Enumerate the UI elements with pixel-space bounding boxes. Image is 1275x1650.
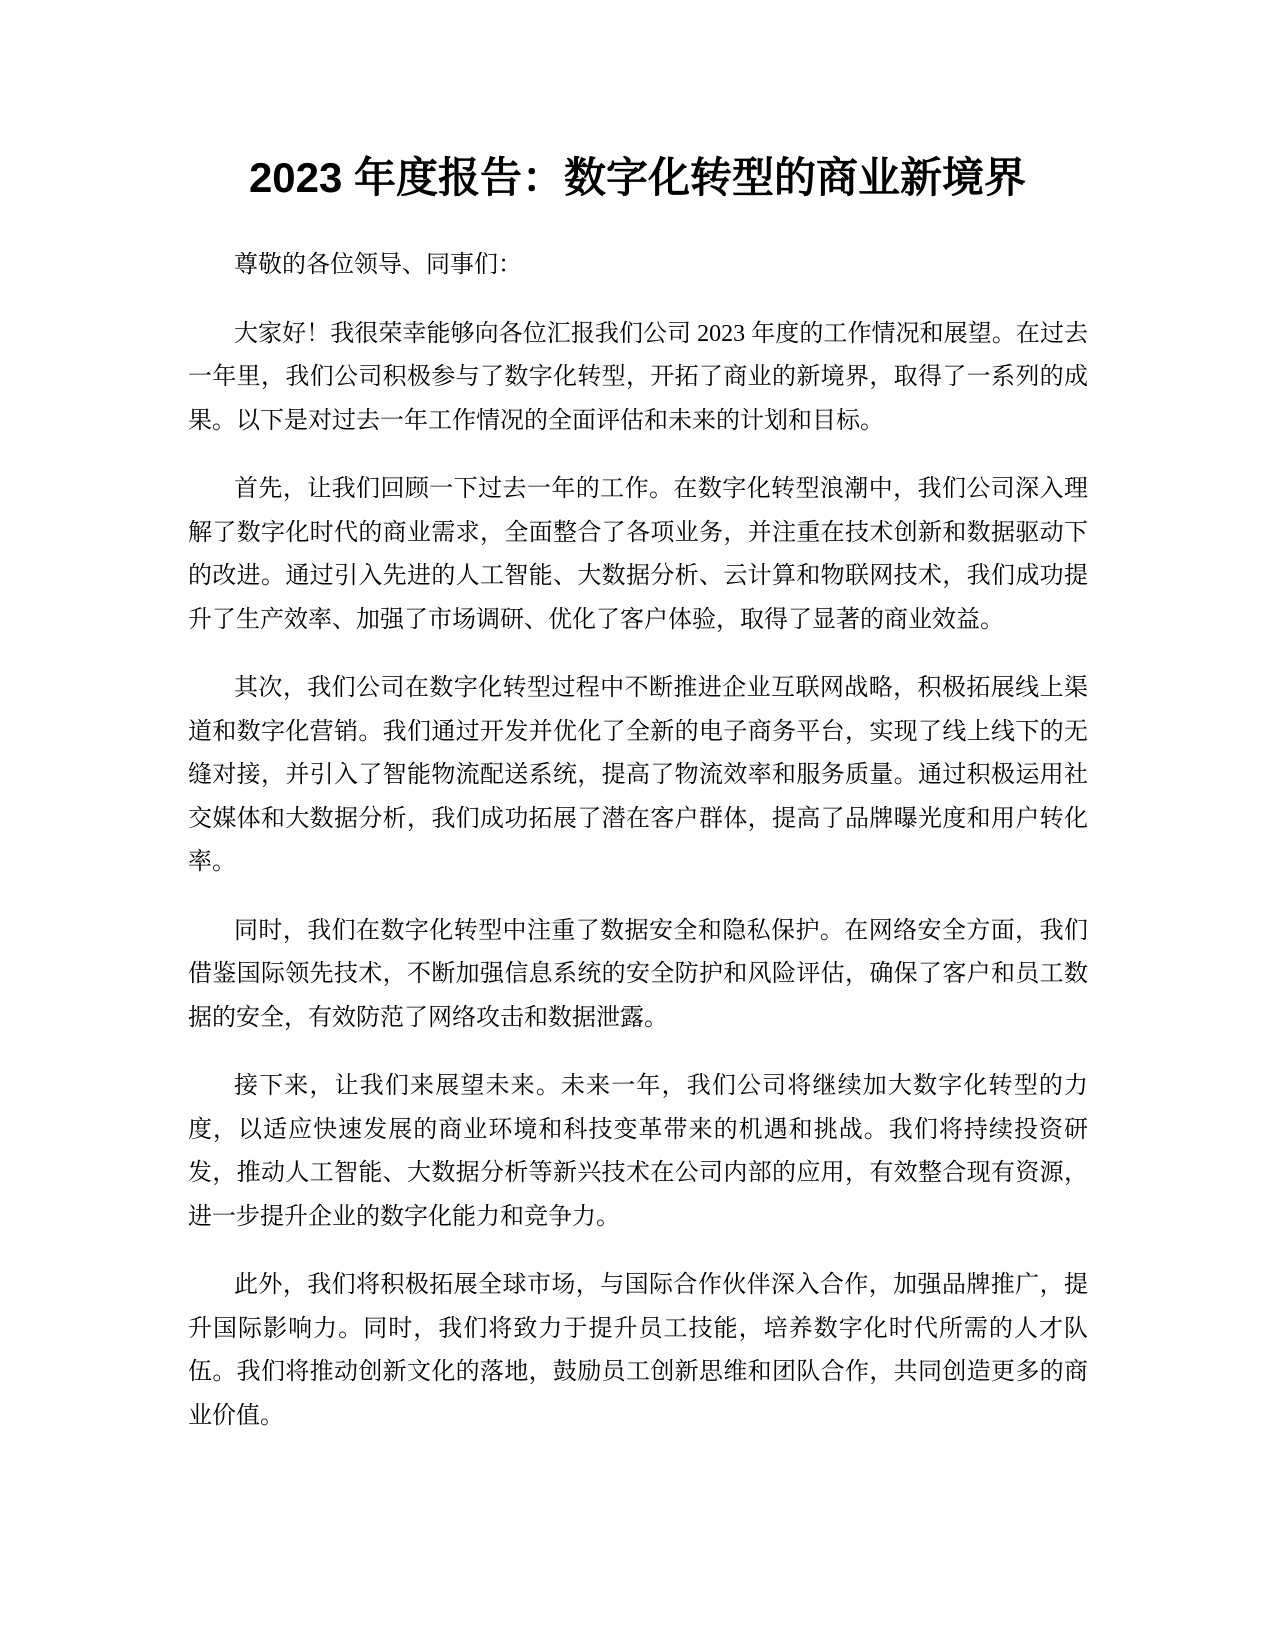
body-paragraph-2: 首先，让我们回顾一下过去一年的工作。在数字化转型浪潮中，我们公司深入理解了数字化时代的商业需求，全面整合了各项业务，并注重在技术创新和数据驱动下的改进。通过引入先进的人工智能、大数据分析、云计算和物联网技术，我们成功提升了生产效率、加强了市场调研、优化了客户体验，取得了显著的商业效益。 [188, 476, 1088, 633]
document-body [188, 244, 1088, 1463]
body-paragraph-4: 同时，我们在数字化转型中注重了数据安全和隐私保护。在网络安全方面，我们借鉴国际领先技术，不断加强信息系统的安全防护和风险评估，确保了客户和员工数据的安全，有效防范了网络攻击和数据泄露。 [188, 917, 1088, 1031]
body-paragraph-1: 大家好！我很荣幸能够向各位汇报我们公司 2023 年度的工作情况和展望。在过去一年里，我们公司积极参与了数字化转型，开拓了商业的新境界，取得了一系列的成果。以下是对过去一年工作情况的全面评估和未来的计划和目标。 [188, 320, 1088, 434]
body-paragraph-5: 接下来，让我们来展望未来。未来一年，我们公司将继续加大数字化转型的力度，以适应快速发展的商业环境和科技变革带来的机遇和挑战。我们将持续投资研发，推动人工智能、大数据分析等新兴技术在公司内部的应用，有效整合现有资源，进一步提升企业的数字化能力和竞争力。 [188, 1073, 1088, 1230]
document-title: 2023 年度报告：数字化转型的商业新境界 [248, 154, 1027, 201]
body-paragraph-3: 其次，我们公司在数字化转型过程中不断推进企业互联网战略，积极拓展线上渠道和数字化营销。我们通过开发并优化了全新的电子商务平台，实现了线上线下的无缝对接，并引入了智能物流配送系统，提高了物流效率和服务质量。通过积极运用社交媒体和大数据分析，我们成功拓展了潜在客户群体，提高了品牌曝光度和用户转化率。 [188, 675, 1088, 875]
body-paragraph-6: 此外，我们将积极拓展全球市场，与国际合作伙伴深入合作，加强品牌推广，提升国际影响力。同时，我们将致力于提升员工技能，培养数字化时代所需的人才队伍。我们将推动创新文化的落地，鼓励员工创新思维和团队合作，共同创造更多的商业价值。 [188, 1272, 1088, 1429]
salutation-paragraph: 尊敬的各位领导、同事们： [234, 252, 522, 278]
